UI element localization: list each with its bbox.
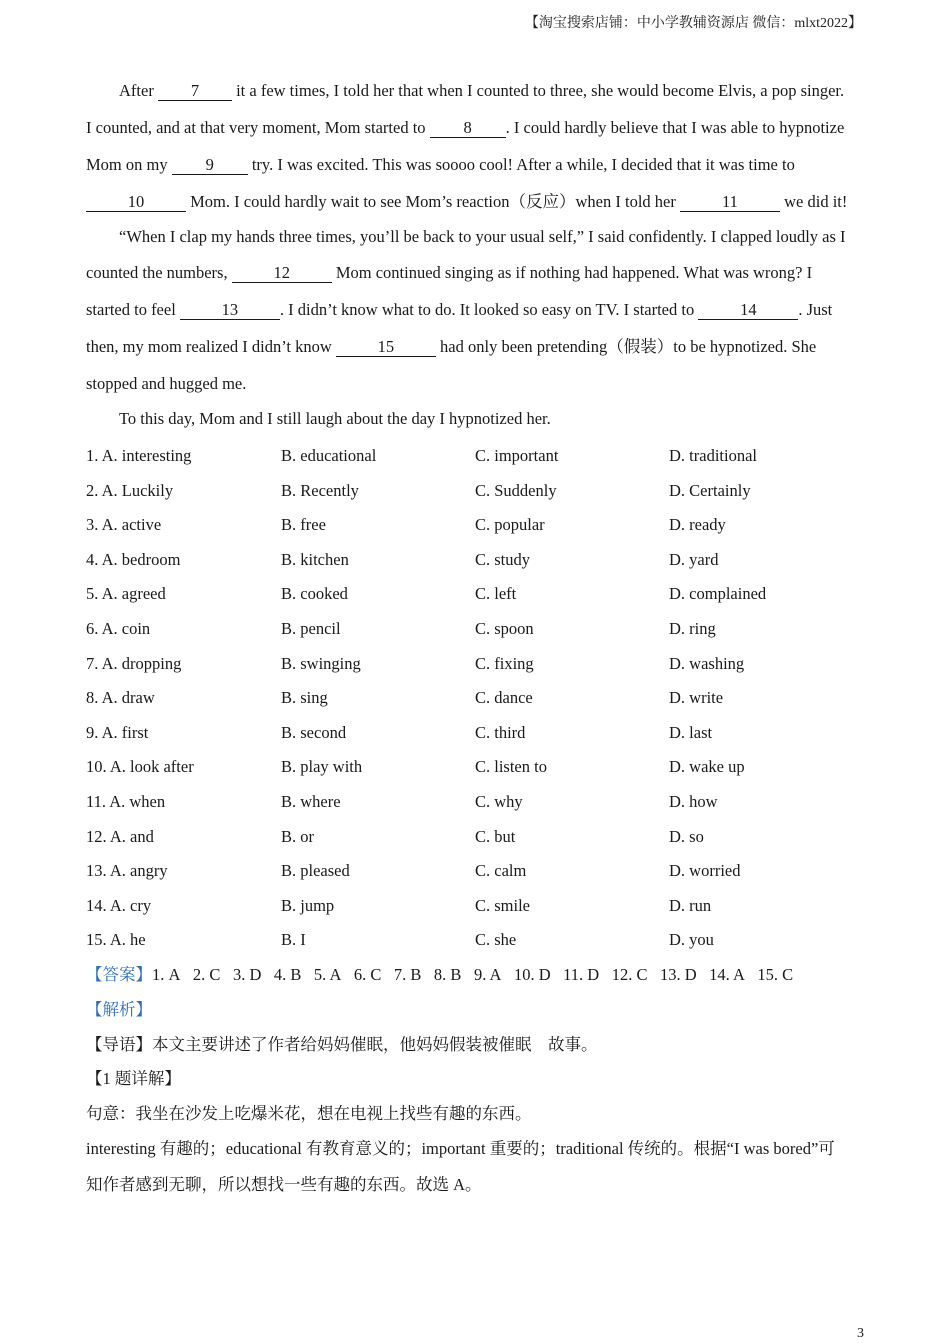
blank-10: 10 (86, 193, 186, 212)
option-row-14: 14. A. cry B. jump C. smile D. run (86, 895, 712, 915)
passage-line-7: started to feel 13 . I didn’t know what to do. It looked so easy on TV. I started to 14 . Just (86, 300, 833, 319)
option-row-3: 3. A. active B. free C. popular D. ready (86, 515, 726, 535)
option-row-13: 13. A. angry B. pleased C. calm D. worried (86, 861, 741, 881)
answer-item: 5. A (313, 965, 342, 984)
option-row-2: 2. A. Luckily B. Recently C. Suddenly D. Certainly (86, 480, 751, 500)
blank-7: 7 (158, 82, 232, 101)
blank-9: 9 (172, 156, 248, 175)
q1-explain-line-2: 知作者感到无聊，所以想找一些有趣的东西。故选 A。 (86, 1175, 482, 1195)
answer-label: 【答案】 (86, 965, 152, 984)
q1-explain-line-1: interesting 有趣的；educational 有教育意义的；important 重要的；traditional 传统的。根据“I was bored”可 (86, 1139, 835, 1159)
answer-item: 4. B (273, 965, 302, 984)
page-number: 3 (857, 1326, 864, 1341)
blank-11: 11 (680, 193, 780, 212)
passage-line-4: 10 Mom. I could hardly wait to see Mom’s reaction（反应）when I told her 11 we did it! (86, 183, 858, 220)
analysis-label: 【解析】 (86, 1000, 152, 1019)
blank-13: 13 (180, 301, 280, 320)
answer-item: 3. D (232, 965, 262, 984)
answer-item: 9. A (473, 965, 502, 984)
blank-12: 12 (232, 264, 332, 283)
q1-meaning: 句意：我坐在沙发上吃爆米花，想在电视上找些有趣的东西。 (86, 1103, 532, 1123)
passage-line-8: then, my mom realized I didn’t know 15 had only been pretending（假装）to be hypnotized. She (86, 337, 817, 356)
passage-line-9: stopped and hugged me. (86, 374, 247, 393)
guide-text: 【导语】本文主要讲述了作者给妈妈催眠，他妈妈假装被催眠 故事。 (86, 1034, 598, 1054)
passage-line-2: I counted, and at that very moment, Mom started to 8 . I could hardly believe that I was able to hypnotize (86, 118, 845, 137)
answer-item: 15. C (757, 965, 794, 984)
answer-item: 11. D (563, 965, 600, 984)
passage-line-6: counted the numbers, 12 Mom continued singing as if nothing had happened. What was wrong? I (86, 263, 813, 282)
option-row-5: 5. A. agreed B. cooked C. left D. complained (86, 584, 767, 604)
option-list (86, 439, 876, 958)
passage-line-5: “When I clap my hands three times, you’ll be back to your usual self,” I said confidently. I clapped loudly as I (119, 227, 846, 246)
passage-line-1: After 7 it a few times, I told her that when I counted to three, she would become Elvis, a pop singer. (119, 81, 845, 100)
answer-item: 14. A (709, 965, 745, 984)
passage-line-3: Mom on my 9 try. I was excited. This was soooo cool! After a while, I decided that it was time to (86, 155, 795, 174)
option-row-1: 1. A. interesting B. educational C. important D. traditional (86, 446, 757, 465)
option-row-11: 11. A. when B. where C. why D. how (86, 791, 718, 811)
answer-item: 10. D (513, 965, 551, 984)
option-row-15: 15. A. he B. I C. she D. you (86, 930, 714, 950)
q1-title: 【1 题详解】 (86, 1069, 181, 1089)
passage-line-10: To this day, Mom and I still laugh about the day I hypnotized her. (119, 409, 551, 428)
option-row-6: 6. A. coin B. pencil C. spoon D. ring (86, 618, 716, 638)
blank-14: 14 (698, 301, 798, 320)
answer-item: 12. C (611, 965, 648, 984)
option-row-9: 9. A. first B. second C. third D. last (86, 722, 713, 742)
answer-item: 8. B (433, 965, 462, 984)
answer-key (86, 958, 866, 992)
analysis-section (86, 993, 866, 1203)
passage (86, 72, 858, 436)
answer-item: 6. C (353, 965, 382, 984)
blank-8: 8 (430, 119, 506, 138)
option-row-8: 8. A. draw B. sing C. dance D. write (86, 688, 724, 708)
page-header: 【淘宝搜索店铺：中小学教辅资源店 微信：mlxt2022】 (524, 16, 862, 31)
answer-item: 13. D (659, 965, 697, 984)
option-row-10: 10. A. look after B. play with C. listen to D. wake up (86, 757, 745, 777)
option-row-12: 12. A. and B. or C. but D. so (86, 826, 704, 846)
answer-item: 2. C (192, 965, 221, 984)
answer-item: 7. B (393, 965, 422, 984)
answer-item: 1. A (152, 965, 181, 984)
option-row-4: 4. A. bedroom B. kitchen C. study D. yard (86, 549, 719, 569)
option-row-7: 7. A. dropping B. swinging C. fixing D. washing (86, 653, 745, 673)
blank-15: 15 (336, 338, 436, 357)
